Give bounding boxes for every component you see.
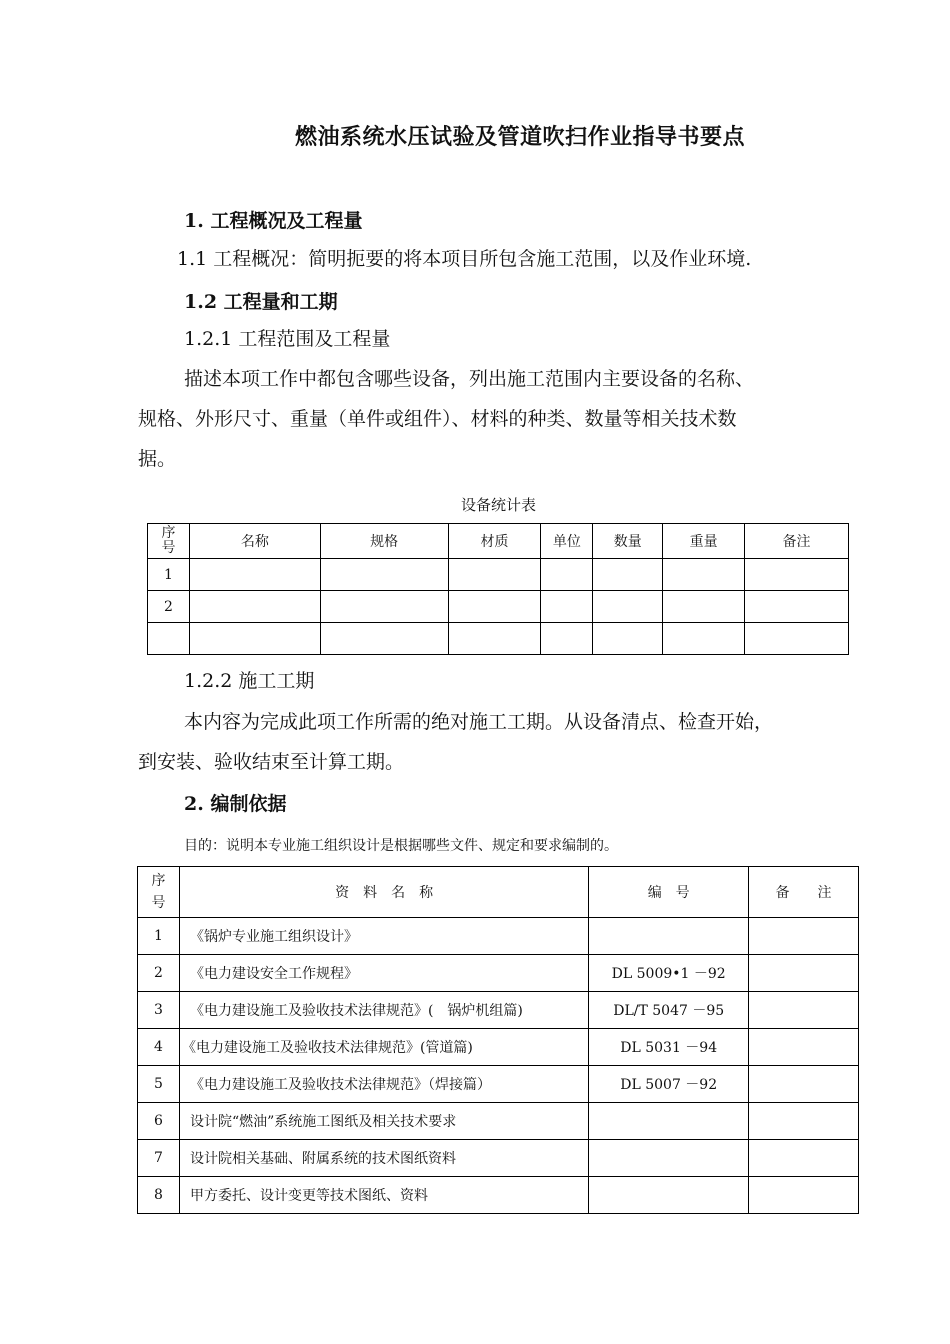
table-cell: 2 (138, 955, 180, 992)
paragraph-1-1: 1.1 工程概况：简明扼要的将本项目所包含施工范围，以及作业环境. (177, 248, 752, 270)
header-cell: 资 料 名 称 (179, 867, 588, 918)
table-1-caption: 设备统计表 (460, 496, 536, 514)
table-row (148, 623, 849, 655)
header-cell: 编 号 (589, 867, 749, 918)
table-cell: 8 (138, 1177, 180, 1214)
table-cell (749, 918, 859, 955)
section-1-heading: 1. 工程概况及工程量 (184, 210, 363, 232)
table-cell (745, 591, 849, 623)
table-cell (320, 623, 448, 655)
table-cell: DL/T 5047 －95 (589, 992, 749, 1029)
references-table (137, 866, 859, 1214)
table-cell: 1 (138, 918, 180, 955)
section-1-2-1-heading: 1.2.1 工程范围及工程量 (184, 328, 391, 350)
table-cell (189, 559, 320, 591)
table-cell (749, 955, 859, 992)
table-cell (663, 591, 745, 623)
table-cell (589, 918, 749, 955)
table-row (138, 1066, 859, 1103)
table-cell (320, 559, 448, 591)
table-header-row (138, 867, 859, 918)
header-cell: 备 注 (749, 867, 859, 918)
table-row (148, 559, 849, 591)
section-1-2-heading: 1.2 工程量和工期 (184, 291, 338, 313)
table-cell (749, 1103, 859, 1140)
scope-desc-line-1: 描述本项工作中都包含哪些设备，列出施工范围内主要设备的名称、 (184, 368, 755, 390)
table-cell (589, 1177, 749, 1214)
header-cell (138, 867, 180, 918)
section-2-heading: 2. 编制依据 (184, 793, 287, 815)
document-title: 燃油系统水压试验及管道吹扫作业指导书要点 (294, 124, 745, 150)
table-cell (663, 559, 745, 591)
section-1-2-2-heading: 1.2.2 施工工期 (184, 670, 315, 692)
table-cell: 甲方委托、设计变更等技术图纸、资料 (179, 1177, 588, 1214)
equipment-table (147, 523, 849, 655)
table-cell: 7 (138, 1140, 180, 1177)
table-row (138, 1029, 859, 1066)
table-cell (589, 1140, 749, 1177)
table-row (138, 1177, 859, 1214)
header-cell (148, 524, 190, 559)
table-cell: DL 5007 －92 (589, 1066, 749, 1103)
table-cell (593, 559, 663, 591)
table-cell: 《电力建设施工及验收技术法律规范》(管道篇) (179, 1029, 588, 1066)
table-cell: 《锅炉专业施工组织设计》 (179, 918, 588, 955)
table-cell (663, 623, 745, 655)
header-cell: 重量 (663, 524, 745, 559)
table-cell (448, 623, 541, 655)
table-cell (189, 623, 320, 655)
table-cell (589, 1103, 749, 1140)
table-cell: 2 (148, 591, 190, 623)
table-cell (541, 559, 593, 591)
period-line-2: 到安装、验收结束至计算工期。 (138, 751, 405, 773)
table-header-row (148, 524, 849, 559)
table-cell (541, 591, 593, 623)
table-cell (745, 623, 849, 655)
scope-desc-line-3: 据。 (138, 448, 177, 470)
table-cell (593, 623, 663, 655)
table-cell (749, 992, 859, 1029)
scope-desc-line-2: 规格、外形尺寸、重量（单件或组件）、材料的种类、数量等相关技术数 (138, 408, 737, 430)
table-cell: DL 5009•1 －92 (589, 955, 749, 992)
header-cell: 数量 (593, 524, 663, 559)
table-row (138, 918, 859, 955)
table-cell (448, 559, 541, 591)
table-cell (749, 1177, 859, 1214)
table-cell: 《电力建设安全工作规程》 (179, 955, 588, 992)
table-cell (749, 1066, 859, 1103)
table-row (148, 591, 849, 623)
table-row (138, 1140, 859, 1177)
table-cell (189, 591, 320, 623)
header-cell: 材质 (448, 524, 541, 559)
table-cell: 《电力建设施工及验收技术法律规范》（焊接篇） (179, 1066, 588, 1103)
table-cell: 1 (148, 559, 190, 591)
table-cell: 设计院相关基础、附属系统的技术图纸资料 (179, 1140, 588, 1177)
header-cell: 名称 (189, 524, 320, 559)
table-cell (320, 591, 448, 623)
table-cell (749, 1140, 859, 1177)
table-cell: 6 (138, 1103, 180, 1140)
table-cell (541, 623, 593, 655)
table-cell (148, 623, 190, 655)
table-cell: 4 (138, 1029, 180, 1066)
header-seq: 序号 (161, 525, 176, 556)
table-row (138, 992, 859, 1029)
table-cell: DL 5031 －94 (589, 1029, 749, 1066)
period-line-1: 本内容为完成此项工作所需的绝对施工工期。从设备清点、检查开始， (184, 711, 774, 733)
header-cell: 备注 (745, 524, 849, 559)
table-row (138, 955, 859, 992)
table-cell: 5 (138, 1066, 180, 1103)
header-cell: 规格 (320, 524, 448, 559)
header-cell: 单位 (541, 524, 593, 559)
table-cell (749, 1029, 859, 1066)
purpose-text: 目的：说明本专业施工组织设计是根据哪些文件、规定和要求编制的。 (184, 838, 618, 854)
table-cell: 设计院“燃油”系统施工图纸及相关技术要求 (179, 1103, 588, 1140)
table-cell: 3 (138, 992, 180, 1029)
table-cell (448, 591, 541, 623)
table-cell (593, 591, 663, 623)
table-row (138, 1103, 859, 1140)
header-seq: 序号 (151, 873, 166, 911)
table-cell (745, 559, 849, 591)
table-cell: 《电力建设施工及验收技术法律规范》( 锅炉机组篇) (179, 992, 588, 1029)
